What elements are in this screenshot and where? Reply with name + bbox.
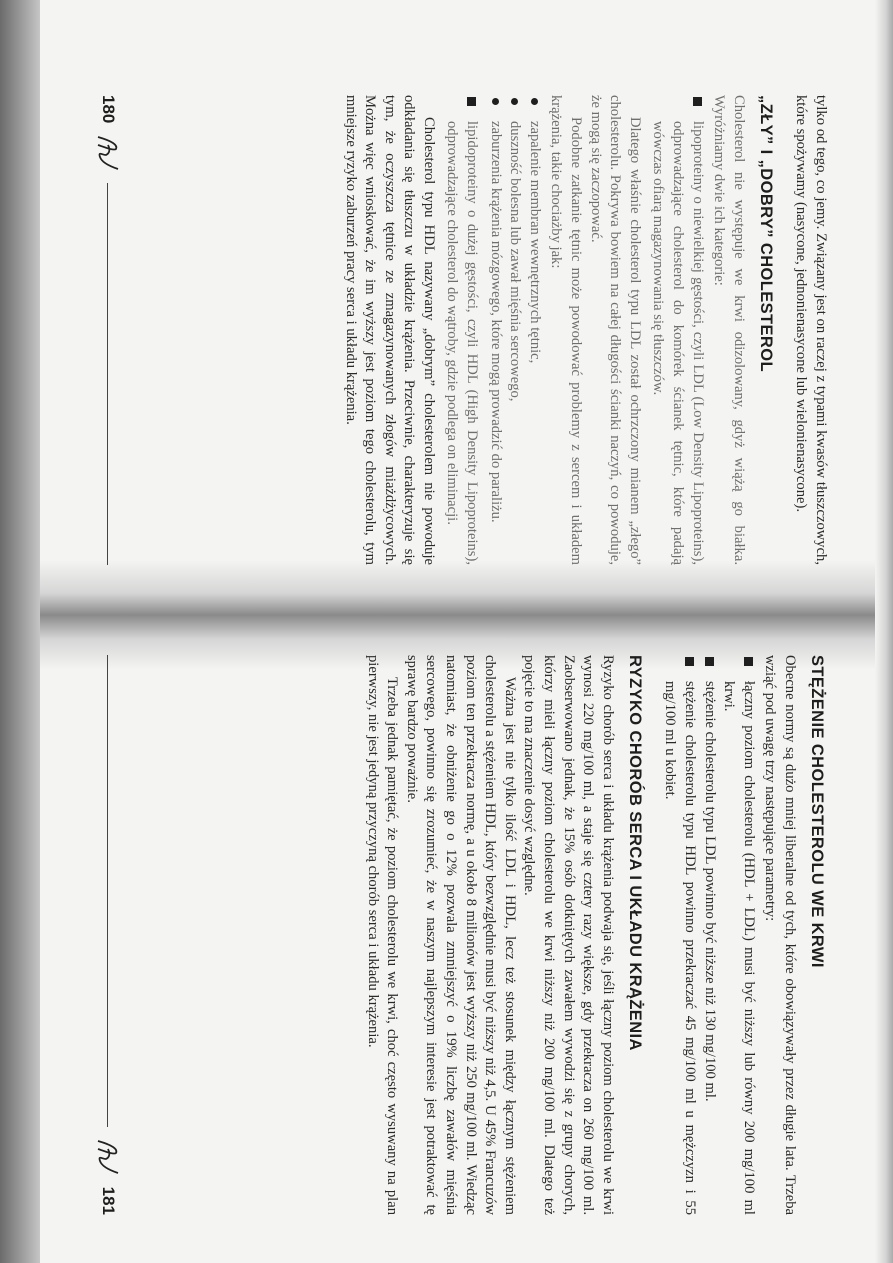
heading-stezenie: STĘŻENIE CHOLESTEROLU WE KRWI [808,655,826,968]
heading-zly-dobry: „ZŁY” I „DOBRY” CHOLESTEROL [756,95,775,372]
page-edge [875,0,893,1263]
page-number: 181 [99,1186,118,1215]
list-item: duszność bolesna lub zawał mięśnia sercowego, [505,95,525,565]
page-number: 180 [99,95,118,124]
bullet-list [648,95,707,565]
bullet-list [660,655,758,1215]
page-footer [94,655,122,1215]
paragraph: Dlatego właśnie cholesterol typu LDL został ochrzczony mianem „złego” cholesterolu. Pokrywa bowiem na całej długości ścianki naczyń, co powoduje, że mogą się zaczopować. [587,95,643,565]
list-item: łączny poziom cholesterolu (HDL + LDL) musi być niższy lub równy 200 mg/100 ml krwi. [719,655,758,1215]
list-item: stężenie cholesterolu typu HDL powinno przekraczać 45 mg/100 ml u mężczyzn i 55 mg/100 ml u kobiet. [660,655,699,1215]
paragraph: Cholesterol nie występuje we krwi odizolowany, gdyż wiążą go białka. Wyróżniamy dwie ich kategorie: [711,95,747,565]
paragraph: Obecne normy są dużo mniej liberalne od tych, które obowiązywały przez długie lata. Trzeba wziąć pod uwagę trzy następujące parametry: [762,655,798,1215]
footer-rule [108,655,109,1127]
book-gutter [40,560,893,670]
paragraph: Cholesterol typu HDL nazywany „dobrym” cholesterolem nie powoduje odkładania się tłuszczu w układzie krążenia. Przeciwnie, charakteryzuje się tym, że oczyszcza tętnice ze zmagazynowanych złogów miażdżycowych. Można więc wnioskować, że im wyższy jest poziom tego cholesterolu, tym mniejsze ryzyko zaburzeń pracy serca i układu krążenia. [342,95,437,565]
list-item: zapalenie membran wewnętrznych tętnic, [524,95,544,565]
page-180 [70,95,830,565]
page-footer [94,95,122,565]
bullet-ldl: lipoproteiny o niewielkiej gęstości, czyli LDL (Low Density Lipoproteins), odprowadzające cholesterol do komórek ścianek tętnic, które padają wówczas ofiarą magazynowania się tłuszczów. [648,95,707,565]
page-181 [70,655,830,1215]
list-item: zaburzenia krążenia mózgowego, które mogą prowadzić do paraliżu. [485,95,505,565]
intro-paragraph: tylko od tego, co jemy. Związany jest on raczej z typami kwasów tłuszczowych, które spożywamy (nasycone, jednonienasycone lub wielonienasycone). [793,95,829,565]
heading-ryzyko: RYZYKO CHORÓB SERCA I UKŁADU KRĄŻENIA [625,655,644,1051]
paragraph: Trzeba jednak pamiętać, że poziom cholesterolu we krwi, choć często wysuwany na plan pierwszy, nie jest jedyną przyczyną chorób serca i układu krążenia. [364,655,401,1215]
footer-rule [108,183,109,565]
publisher-logo-icon [94,133,122,173]
paragraph: Ryzyko chorób serca i układu krążenia podwaja się, jeśli łączny poziom cholesterolu we krwi wynosi 220 mg/100 ml, a staje się cztery razy większe, gdy przekracza on 260 mg/100 ml. Zaobserwowano jednak, że 15% osób dotkniętych zawałem wywodzi się z grupy chorych, którzy mieli łączny poziom cholesterolu we krwi niższy niż 200 mg/100 ml. Dlatego też pojęcie to ma znaczenie dosyć względne. [521,655,616,1215]
list-item: stężenie cholesterolu typu LDL powinno być niższe niż 130 mg/100 ml. [699,655,719,1215]
paragraph: Ważna jest nie tylko ilość LDL i HDL, lecz też stosunek między łącznym stężeniem cholesterolu a stężeniem HDL, który bezwzględnie musi być niższy niż 4,5. U 45% Francuzów poziom ten przekracza normę, a u około 8 milionów jest wyższy niż 250 mg/100 ml. Wiedząc natomiast, że obniżenie go o 12% pozwala zmniejszyć o 19% liczbę zawałów mięśnia sercowego, powinno się zrozumieć, że w naszym najlepszym interesie jest potraktować tę sprawę bardzo poważnie. [403,655,518,1215]
bullet-hdl: lipidoproteiny o dużej gęstości, czyli HDL (High Density Lipoproteins), odprowadzające cholesterol do wątroby, gdzie podlega on eliminacji. [442,95,481,565]
paragraph: Podobne zatkanie tętnic może powodować problemy z sercem i układem krążenia, takie chociażby jak: [548,95,585,565]
dot-list [485,95,544,565]
publisher-logo-icon [94,1137,122,1177]
bullet-list [442,95,481,565]
